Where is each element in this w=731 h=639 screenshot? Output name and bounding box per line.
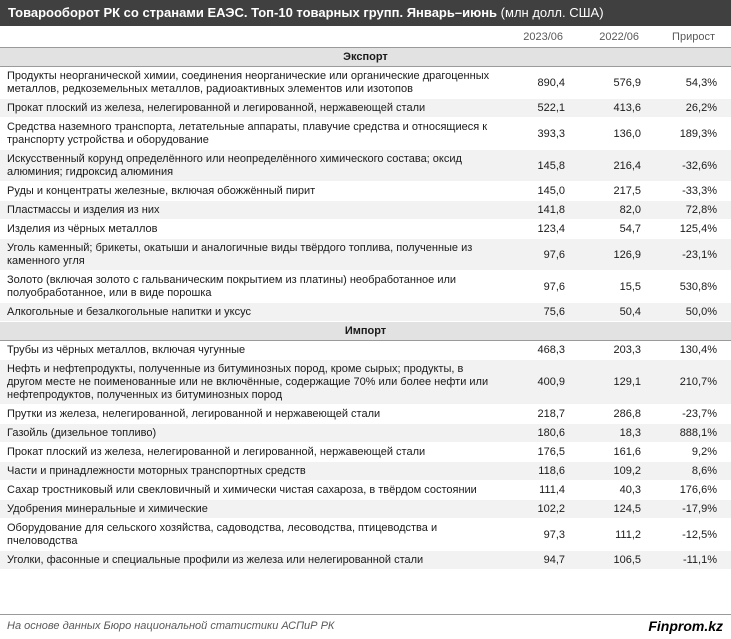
row-name-cell: Нефть и нефтепродукты, полученные из битуминозных пород, кроме сырых; продукты, в другом месте не поименованные или не включённые, содержащие 70% или более нефти или нефтепродуктов, полученных из битуминозных пород bbox=[0, 360, 505, 405]
table-row bbox=[0, 360, 731, 405]
row-value-2023: 393,3 bbox=[505, 118, 579, 150]
row-name-cell: Прокат плоский из железа, нелегированной и легированной, нержавеющей стали bbox=[0, 443, 505, 462]
row-name-cell: Алкогольные и безалкогольные напитки и уксус bbox=[0, 303, 505, 322]
row-value-2023: 123,4 bbox=[505, 220, 579, 239]
row-value-2023: 97,3 bbox=[505, 519, 579, 551]
row-value-2023: 180,6 bbox=[505, 424, 579, 443]
source-note: На основе данных Бюро национальной статистики АСПиР РК bbox=[7, 620, 335, 632]
row-growth: 210,7% bbox=[655, 360, 731, 405]
row-name-cell: Изделия из чёрных металлов bbox=[0, 220, 505, 239]
row-name-cell: Продукты неорганической химии, соединения неорганические или органические драгоценных металлов, редкоземельных металлов, радиоактивных элементов или изотопов bbox=[0, 67, 505, 99]
row-value-2023: 75,6 bbox=[505, 303, 579, 322]
header-name-cell bbox=[0, 26, 505, 48]
row-name-cell: Части и принадлежности моторных транспортных средств bbox=[0, 462, 505, 481]
row-growth: -11,1% bbox=[655, 551, 731, 570]
row-value-2022: 413,6 bbox=[579, 99, 655, 118]
table-row bbox=[0, 220, 731, 239]
row-value-2022: 129,1 bbox=[579, 360, 655, 405]
row-value-2022: 50,4 bbox=[579, 303, 655, 322]
row-name-cell: Сахар тростниковый или свекловичный и химически чистая сахароза, в твёрдом состоянии bbox=[0, 481, 505, 500]
row-value-2023: 118,6 bbox=[505, 462, 579, 481]
section-export-row bbox=[0, 48, 731, 67]
row-growth: 189,3% bbox=[655, 118, 731, 150]
row-growth: 888,1% bbox=[655, 424, 731, 443]
row-value-2023: 400,9 bbox=[505, 360, 579, 405]
row-value-2022: 54,7 bbox=[579, 220, 655, 239]
row-value-2022: 111,2 bbox=[579, 519, 655, 551]
table-row bbox=[0, 99, 731, 118]
row-name-cell: Пластмассы и изделия из них bbox=[0, 201, 505, 220]
row-name-cell: Прокат плоский из железа, нелегированной и легированной, нержавеющей стали bbox=[0, 99, 505, 118]
row-value-2022: 217,5 bbox=[579, 182, 655, 201]
row-name-cell: Руды и концентраты железные, включая обожжённый пирит bbox=[0, 182, 505, 201]
row-growth: -23,7% bbox=[655, 405, 731, 424]
row-value-2023: 145,8 bbox=[505, 150, 579, 182]
row-value-2022: 15,5 bbox=[579, 271, 655, 303]
table-row bbox=[0, 551, 731, 570]
row-name-cell: Трубы из чёрных металлов, включая чугунные bbox=[0, 341, 505, 360]
row-value-2022: 82,0 bbox=[579, 201, 655, 220]
row-value-2023: 145,0 bbox=[505, 182, 579, 201]
row-value-2022: 216,4 bbox=[579, 150, 655, 182]
row-value-2023: 94,7 bbox=[505, 551, 579, 570]
table-row bbox=[0, 67, 731, 99]
row-growth: 8,6% bbox=[655, 462, 731, 481]
row-name-cell: Удобрения минеральные и химические bbox=[0, 500, 505, 519]
row-value-2022: 161,6 bbox=[579, 443, 655, 462]
footer bbox=[0, 614, 731, 639]
row-name-cell: Прутки из железа, нелегированной, легированной и нержавеющей стали bbox=[0, 405, 505, 424]
header-growth: Прирост bbox=[672, 30, 715, 43]
row-name-cell: Уголки, фасонные и специальные профили из железа или нелегированной стали bbox=[0, 551, 505, 570]
row-growth: 72,8% bbox=[655, 201, 731, 220]
table-header-row bbox=[0, 26, 731, 48]
row-value-2022: 124,5 bbox=[579, 500, 655, 519]
row-growth: -32,6% bbox=[655, 150, 731, 182]
brand-logo: Finprom.kz bbox=[648, 618, 723, 634]
row-value-2022: 18,3 bbox=[579, 424, 655, 443]
row-value-2022: 40,3 bbox=[579, 481, 655, 500]
row-growth: -17,9% bbox=[655, 500, 731, 519]
row-growth: 130,4% bbox=[655, 341, 731, 360]
table-row bbox=[0, 500, 731, 519]
row-name-cell: Газойль (дизельное топливо) bbox=[0, 424, 505, 443]
table-row bbox=[0, 462, 731, 481]
row-name-cell: Оборудование для сельского хозяйства, садоводства, лесоводства, птицеводства и пчеловодства bbox=[0, 519, 505, 551]
row-value-2023: 97,6 bbox=[505, 239, 579, 271]
row-name-cell: Искусственный корунд определённого или неопределённого химического состава; оксид алюминия; гидроксид алюминия bbox=[0, 150, 505, 182]
row-value-2022: 286,8 bbox=[579, 405, 655, 424]
section-export-label: Экспорт bbox=[0, 48, 731, 67]
table-row bbox=[0, 481, 731, 500]
table-row bbox=[0, 443, 731, 462]
row-growth: -12,5% bbox=[655, 519, 731, 551]
table-row bbox=[0, 150, 731, 182]
table-title bbox=[0, 0, 731, 26]
row-growth: -33,3% bbox=[655, 182, 731, 201]
row-value-2023: 176,5 bbox=[505, 443, 579, 462]
table-row bbox=[0, 118, 731, 150]
row-name-cell: Золото (включая золото с гальваническим покрытием из платины) необработанное или полуобработанное, или в виде порошка bbox=[0, 271, 505, 303]
row-growth: 530,8% bbox=[655, 271, 731, 303]
table-row bbox=[0, 239, 731, 271]
row-name-cell: Средства наземного транспорта, летательные аппараты, плавучие средства и относящиеся к транспорту устройства и оборудование bbox=[0, 118, 505, 150]
row-value-2023: 102,2 bbox=[505, 500, 579, 519]
table-row bbox=[0, 271, 731, 303]
row-value-2022: 126,9 bbox=[579, 239, 655, 271]
trade-table bbox=[0, 26, 731, 570]
row-value-2023: 890,4 bbox=[505, 67, 579, 99]
row-growth: 176,6% bbox=[655, 481, 731, 500]
row-value-2023: 111,4 bbox=[505, 481, 579, 500]
table-row bbox=[0, 341, 731, 360]
row-name-cell: Уголь каменный; брикеты, окатыши и аналогичные виды твёрдого топлива, полученные из каменного угля bbox=[0, 239, 505, 271]
section-import-label: Импорт bbox=[0, 322, 731, 341]
row-value-2022: 576,9 bbox=[579, 67, 655, 99]
row-value-2022: 136,0 bbox=[579, 118, 655, 150]
row-growth: 9,2% bbox=[655, 443, 731, 462]
table-row bbox=[0, 424, 731, 443]
row-value-2023: 522,1 bbox=[505, 99, 579, 118]
row-value-2022: 106,5 bbox=[579, 551, 655, 570]
table-row bbox=[0, 201, 731, 220]
header-2023: 2023/06 bbox=[523, 30, 563, 43]
row-value-2023: 218,7 bbox=[505, 405, 579, 424]
row-growth: -23,1% bbox=[655, 239, 731, 271]
row-value-2022: 203,3 bbox=[579, 341, 655, 360]
table-row bbox=[0, 303, 731, 322]
row-growth: 125,4% bbox=[655, 220, 731, 239]
row-value-2023: 468,3 bbox=[505, 341, 579, 360]
row-value-2023: 141,8 bbox=[505, 201, 579, 220]
table-row bbox=[0, 182, 731, 201]
table-title-unit: (млн долл. США) bbox=[500, 5, 604, 20]
row-growth: 54,3% bbox=[655, 67, 731, 99]
row-value-2023: 97,6 bbox=[505, 271, 579, 303]
table-row bbox=[0, 519, 731, 551]
header-2022: 2022/06 bbox=[599, 30, 639, 43]
row-value-2022: 109,2 bbox=[579, 462, 655, 481]
table-title-main: Товарооборот РК со странами ЕАЭС. Топ-10 товарных групп. Январь–июнь bbox=[8, 5, 498, 20]
table-row bbox=[0, 405, 731, 424]
row-growth: 50,0% bbox=[655, 303, 731, 322]
section-import-row bbox=[0, 322, 731, 341]
row-growth: 26,2% bbox=[655, 99, 731, 118]
